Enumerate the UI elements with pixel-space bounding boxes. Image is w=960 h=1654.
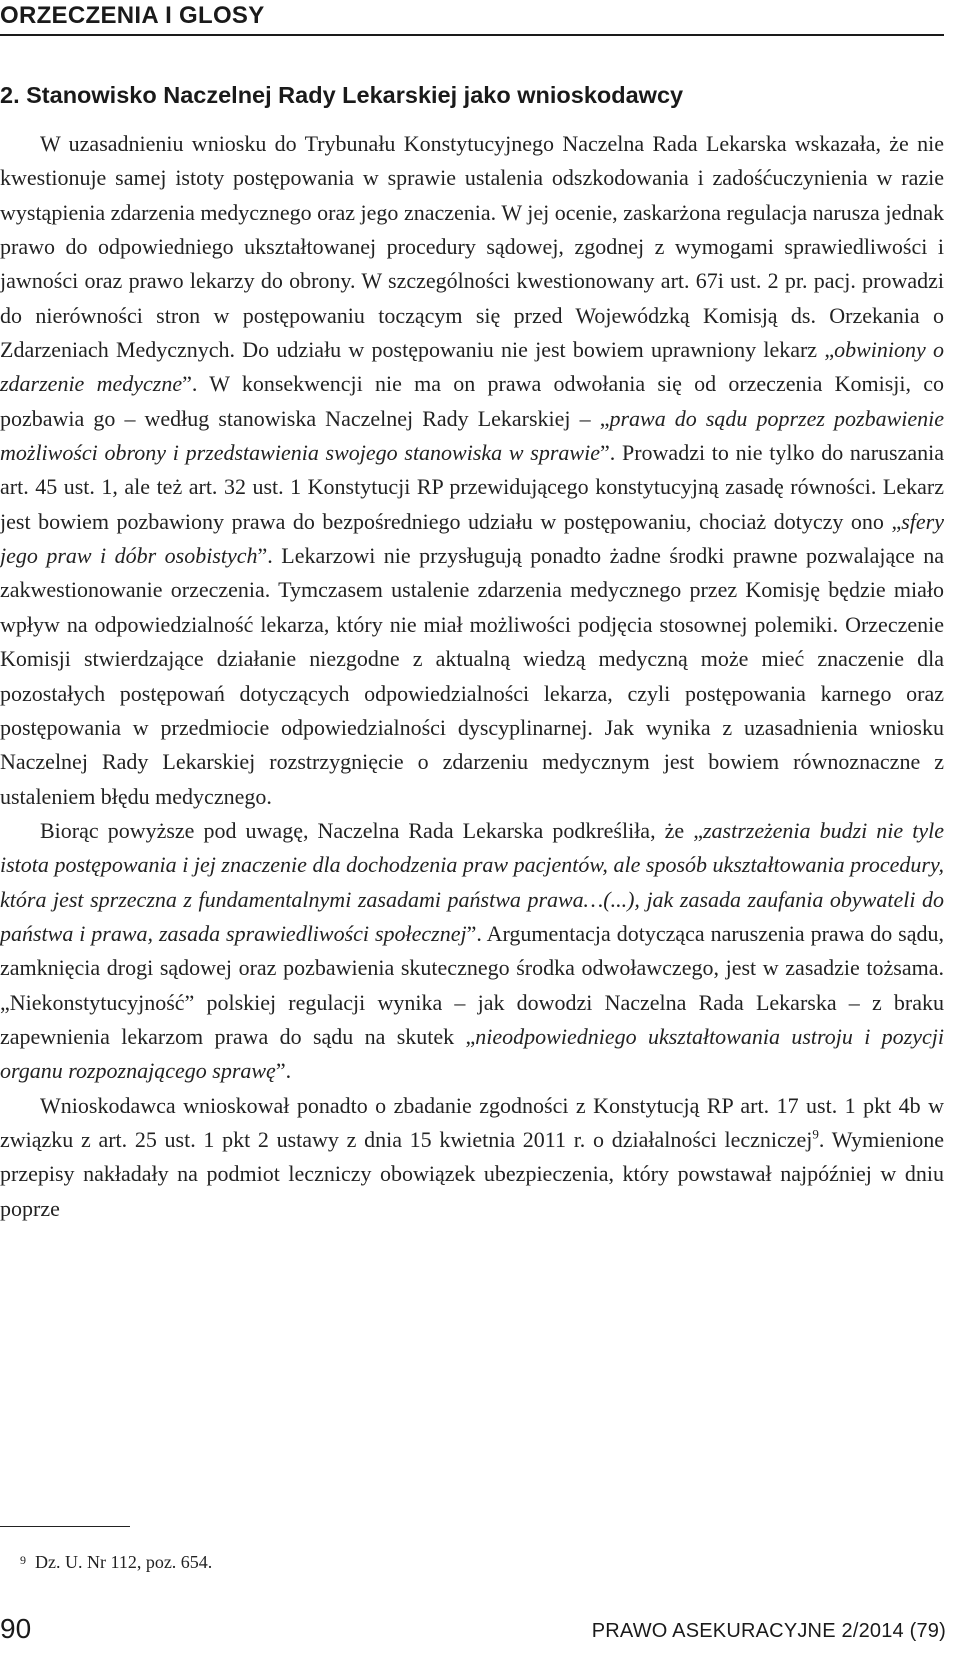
italic-quote: nieodpowiedniego ukształtowania ustroju i pozycji organu rozpoznającego sprawę xyxy=(0,1023,944,1084)
italic-quote: zastrzeżenia budzi nie tyle istota postępowania i jej znaczenie dla dochodzenia praw pacjentów, ale sposób ukształtowania procedury, która jest sprzeczna z fundamentalnymi zasadami państwa prawa…(...), jak zasada zaufania obywateli do państwa i prawa, zasada sprawiedliwości społecznej xyxy=(0,817,944,946)
paragraph-1 xyxy=(0,127,944,814)
text-run: ”. Lekarzowi nie przysługują ponadto żadne środki prawne pozwalające na zakwestionowanie orzeczenia. Tymczasem ustalenie zdarzenia medycznego przez Komisję będzie miało wpływ na odpowiedzialność lekarza, który nie miał możliwości podjęcia stosownej polemiki. Orzeczenie Komisji stwierdzające działanie niezgodne z aktualną wiedzą medyczną może mieć znaczenie dla pozostałych postępowań dotyczących odpowiedzialności lekarza, czyli postępowania karnego oraz postępowania w przedmiocie odpowiedzialności dyscyplinarnej. Jak wynika z uzasadnienia wniosku Naczelnej Rady Lekarskiej rozstrzygnięcie o zdarzeniu medycznym jest bowiem równoznaczne z ustaleniem błędu medycznego. xyxy=(0,543,944,809)
text-run: ”. Prowadzi to nie tylko do naruszania art. 45 ust. 1, ale też art. 32 ust. 1 Konstytucji RP przewidującego konstytucyjną zasadę równości. Lekarz jest bowiem pozbawiony prawa do bezpośredniego udziału w postępowaniu, chociaż dotyczy ono „ xyxy=(0,440,944,534)
footnote xyxy=(20,1552,212,1573)
italic-quote: obwiniony o zdarzenie medyczne xyxy=(0,337,944,397)
italic-quote: sfery jego praw i dóbr osobistych xyxy=(0,508,944,569)
text-run: . Wymienione przepisy nakładały na podmiot leczniczy obowiązek ubezpieczenia, który powstawał najpóźniej w dniu poprze xyxy=(0,1126,944,1221)
footnote-rule xyxy=(0,1526,130,1527)
header-rule xyxy=(0,34,944,36)
footnote-text: Dz. U. Nr 112, poz. 654. xyxy=(35,1552,213,1572)
footnote-number: 9 xyxy=(20,1553,26,1567)
paragraph-2 xyxy=(0,814,944,1089)
text-run: ”. xyxy=(275,1058,292,1084)
text-run: ”. W konsekwencji nie ma on prawa odwołania się od orzeczenia Komisji, co pozbawia go – według stanowiska Naczelnej Rady Lekarskiej – „ xyxy=(0,371,945,431)
section-heading: 2. Stanowisko Naczelnej Rady Lekarskiej jako wnioskodawcy xyxy=(0,82,684,108)
text-run: ”. Argumentacja dotycząca naruszenia prawa do sądu, zamknięcia drogi sądowej oraz pozbawienia skutecznego środka odwoławczego, jest w zasadzie tożsama. „Niekonstytucyjność” polskiej regulacji wynika – jak dowodzi Naczelna Rada Lekarska – z braku zapewnienia lekarzom prawa do sądu na skutek „ xyxy=(0,920,944,1049)
journal-title: PRAWO ASEKURACYJNE 2/2014 (79) xyxy=(591,1620,946,1642)
text-run: Biorąc powyższe pod uwagę, Naczelna Rada Lekarska podkreśliła, że „ xyxy=(40,817,703,843)
paragraph-3 xyxy=(0,1089,944,1226)
body-text xyxy=(0,127,944,1226)
text-run: W uzasadnieniu wniosku do Trybunału Konstytucyjnego Naczelna Rada Lekarska wskazała, że nie kwestionuje samej istoty postępowania w sprawie ustalenia odszkodowania i zadośćuczynienia w razie wystąpienia zdarzenia medycznego oraz jego znaczenia. W jej ocenie, zaskarżona regulacja narusza jednak prawo do odpowiedniego ukształtowanej procedury sądowej, zgodnej z wymogami sprawiedliwości i jawności oraz prawo lekarzy do obrony. W szczególności kwestionowany art. 67i ust. 2 pr. pacj. prowadzi do nierówności stron w postępowaniu toczącym się przed Wojewódzką Komisją ds. Orzekania o Zdarzeniach Medycznych. Do udziału w postępowaniu nie jest bowiem uprawniony lekarz „ xyxy=(0,131,944,363)
footnote-reference: 9 xyxy=(812,1126,819,1142)
running-head: ORZECZENIA I GLOSY xyxy=(0,2,265,29)
text-run: Wnioskodawca wnioskował ponadto o zbadanie zgodności z Konstytucją RP art. 17 ust. 1 pkt 4b w związku z art. 25 ust. 1 pkt 2 ustawy z dnia 15 kwietnia 2011 r. o działalności leczniczej xyxy=(0,1092,944,1152)
page-number: 90 xyxy=(0,1613,32,1644)
italic-quote: prawa do sądu poprzez pozbawienie możliwości obrony i przedstawienia swojego stanowiska w sprawie xyxy=(0,405,944,466)
